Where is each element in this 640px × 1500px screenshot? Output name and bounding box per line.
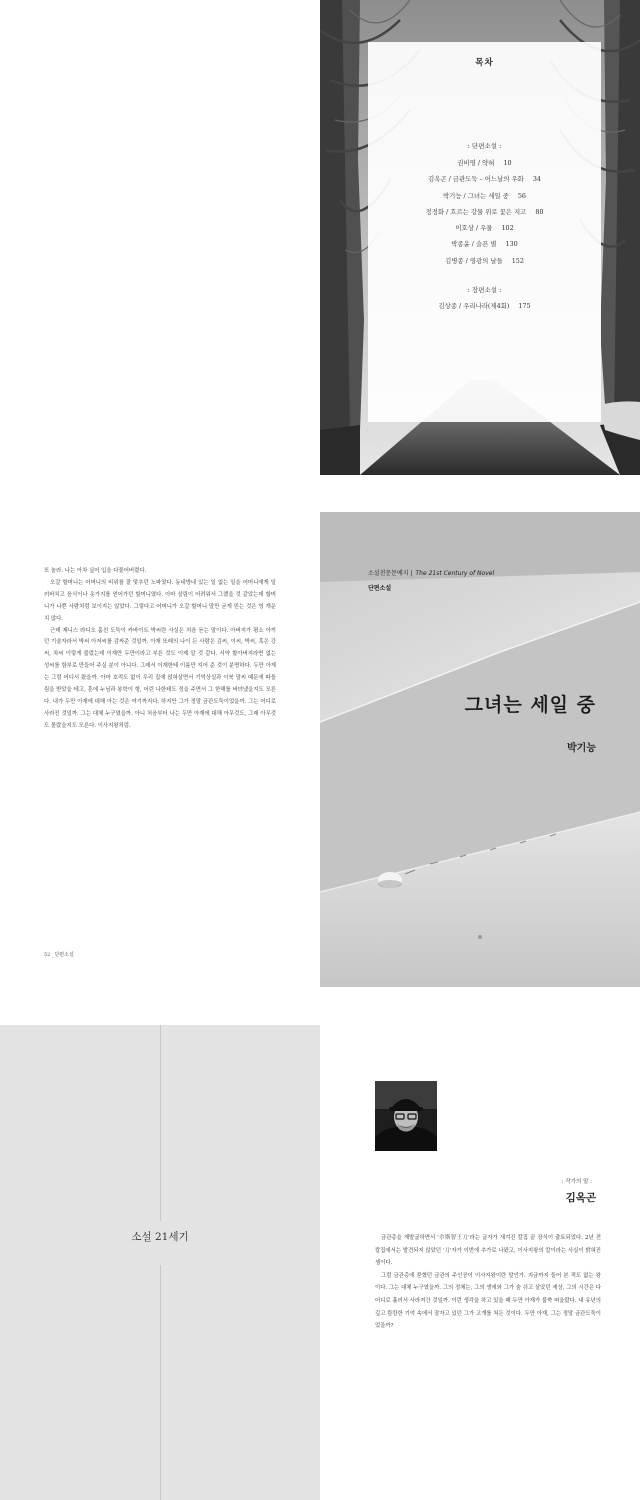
series-name: 소설전문문예지 |: [368, 570, 413, 577]
story-spread: [0, 512, 640, 987]
toc-page: [320, 0, 640, 475]
toc-entry: [368, 236, 601, 252]
divider-line-top: [160, 1025, 161, 1221]
author-note-name: 김옥곤: [565, 1192, 596, 1204]
toc-entry-title: 김병종 / 영광의 날들: [445, 256, 503, 265]
novel-section-label: : 장편소설 :: [467, 286, 502, 294]
toc-entry-page: 56: [517, 191, 526, 200]
short-story-section-label: : 단편소설 :: [467, 142, 502, 150]
divider-line-bottom: [160, 1265, 161, 1500]
author-note-text: [375, 1232, 601, 1333]
series-line: [368, 568, 494, 577]
story-body-text: [44, 566, 276, 733]
novel-list: [368, 298, 601, 314]
story-paragraph: 근데 제니스 라디오 훔친 도둑이 카바이트 박씨란 사실은 처음 듣는 말이다. 아버지가 평소 아끼던 기술자라서 박씨 아저씨를 감싸준 것일까. 아재 또래의 나이 든 사람은 김씨, 이씨, 박씨, 혹은 강씨, 차씨 이렇게 불렀는데 이재만 두만이라고 부른 것도 이제 알 것 같다. 서약 할아버지라면 없는 성씨를 함부로 만들어 주실 분이 아니다. 그래서 이재한테 이름만 지어 준 것이 분명하다. 두만 아재는 그럼 어디서 왔을까. 아마 호적도 없이 우리 집에 얹혀살면서 기억상실과 이북 말씨 때문에 따돌림을 받았을 테고, 훈에 누님과 봉학이 형, 어린 나한테도 정을 주면서 그 한해를 버텨냈을지도 모른다. 내가 두만 아재에 대해 아는 것은 여기까지다. 하지만 그가 정말 금관도둑이었을까. 그는 어디로 사라진 것일까. 그는 대체 누구였을까. 아니 처음부터 나는 두만 아재에 대해 아무것도, 그래 아무것도 몰랐을지도 모른다. 이사지왕처럼.: [44, 627, 276, 729]
toc-entry-title: 김상종 / 우리나라(제4회): [438, 302, 510, 310]
story-paragraph: 오갈 할머니는 어머니의 비위를 잘 맞추던 노파였다. 동네방네 있는 일 없는 일을 어머니에게 일러바치고 음식이나 옷가지를 얻어가던 할머니였다. 아마 살림이 어려워서 그랬을 것 같았는데 할머니가 나쁜 사람처럼 보이지는 않았다. 그렇다고 어머니가 오갈 할머니 말만 굳게 믿는 것은 영 개운치 않다.: [44, 579, 276, 622]
blank-page: [0, 0, 320, 475]
story-paragraph: 또 놀라. 나는 아차 싶어 입을 다물어버렸다.: [44, 568, 147, 574]
toc-entry-title: 박종윤 / 슬픈 별: [451, 240, 497, 249]
toc-entry-title: 김옥곤 / 금관도둑 – 어느날의 우화: [428, 175, 524, 184]
toc-entry-page: 130: [505, 240, 518, 249]
author-note-paragraph: 금관총을 재발굴하면서 '尒斯智王刀'라는 글자가 새겨진 칼집 끝 장식이 출토되었다. 2년 전 칼집에서는 발견되지 않았던 '刀'자가 이번에 추가로 나왔고, 이사지왕의 칼이라는 사실이 밝혀진 셈이다.: [375, 1235, 601, 1267]
toc-entry: [368, 204, 601, 220]
toc-entry: [368, 220, 601, 236]
toc-entry-page: 10: [503, 159, 512, 167]
short-story-list: [368, 155, 601, 269]
toc-spread: [0, 0, 640, 475]
toc-entry-title: 박기능 / 그녀는 세일 중: [443, 191, 509, 200]
author-note-label: : 작가의 말 :: [561, 1179, 592, 1185]
toc-entry: [368, 171, 601, 187]
section-label: 소설 21세기: [131, 1231, 189, 1243]
series-english-name: The 21st Century of Novel: [415, 570, 495, 577]
toc-entry: [368, 253, 601, 269]
toc-entry: [368, 188, 601, 204]
section-divider-page: [0, 1025, 320, 1500]
toc-entry-title: 정정화 / 흐르는 강물 위로 꽃은 지고: [425, 207, 527, 216]
author-portrait: [375, 1081, 437, 1151]
toc-entry-page: 80: [535, 207, 544, 216]
toc-entry: [368, 155, 601, 171]
toc-entry-page: 175: [518, 302, 531, 310]
toc-entry-page: 102: [501, 224, 514, 233]
genre-label: 단편소설: [368, 585, 392, 592]
toc-entry-title: 이호상 / 우물: [455, 224, 493, 233]
toc-entry-page: 34: [532, 175, 541, 184]
cover-page: [320, 512, 640, 987]
story-text-page: [0, 512, 320, 987]
author-note-paragraph: 그럼 금관총에 묻혔던 금관의 주인공이 이사지왕이란 말인가. 지금까지 들어 본 적도 없는 왕이다. 그는 대체 누구였을까. 그의 정체는, 그의 생애와 그가 숨 쉬고 살았던 세상, 그의 시간은 다 어디로 흘러서 사라져간 것일까. 이런 생각을 하고 있을 때 두만 아재가 불쑥 떠올랐다. 내 유년의 깊고 캄캄한 기억 속에서 잠자고 있던 그가 고개를 쳐든 것이다. 두만 아재, 그는 정말 금관도둑이었을까?: [375, 1272, 601, 1330]
story-title: 그녀는 세일 중: [464, 694, 596, 716]
toc-title: 목차: [475, 58, 494, 68]
author-note-spread: [0, 1025, 640, 1500]
page-folio: 52 _단편소설: [44, 952, 74, 958]
toc-entry: [368, 298, 601, 314]
toc-card: [368, 42, 601, 422]
story-author: 박기능: [567, 743, 596, 754]
author-note-page: [320, 1025, 640, 1500]
toc-entry-page: 152: [511, 256, 524, 265]
toc-entry-title: 권비영 / 약혀: [457, 159, 495, 167]
